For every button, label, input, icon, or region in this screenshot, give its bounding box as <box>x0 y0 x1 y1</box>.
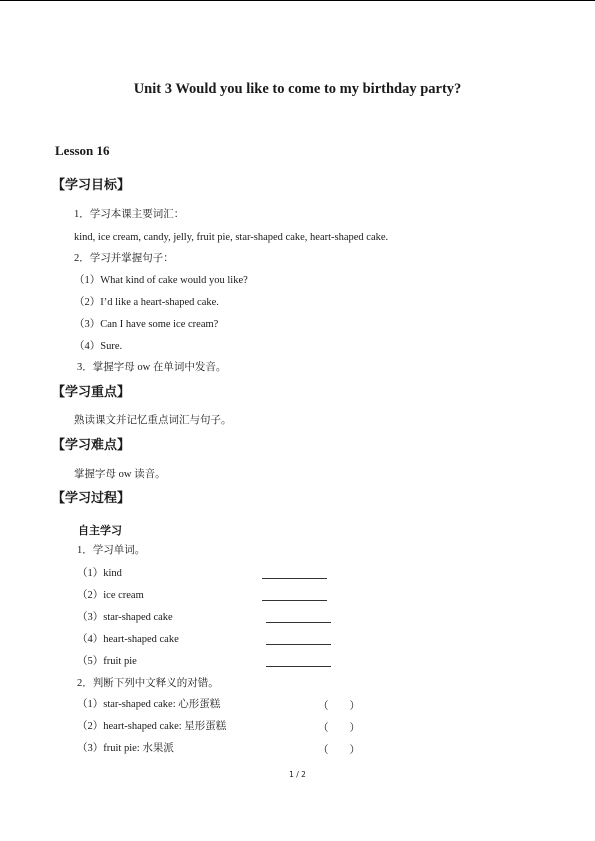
answer-blank-3[interactable] <box>266 622 331 623</box>
answer-paren-2[interactable]: （ ） <box>318 723 360 734</box>
judgment-3: （3）fruit pie: 水果派 <box>77 743 174 754</box>
answer-paren-3[interactable]: （ ） <box>318 745 360 756</box>
task-2: 2．判断下列中文释义的对错。 <box>77 678 219 689</box>
objectives-heading: 【学习目标】 <box>52 178 131 193</box>
vocab-list: kind, ice cream, candy, jelly, fruit pie, star-shaped cake, heart-shaped cake. <box>74 232 389 243</box>
lesson-heading: Lesson 16 <box>55 143 110 158</box>
task-1: 1．学习单词。 <box>77 545 146 556</box>
difficulties-text: 掌握字母 ow 读音。 <box>74 469 166 480</box>
sentence-4: （4）Sure. <box>74 341 123 352</box>
objective-2: 2．学习并掌握句子： <box>74 253 174 264</box>
key-points-text: 熟读课文并记忆重点词汇与句子。 <box>74 415 232 426</box>
objective-3: 3．掌握字母 ow 在单词中发音。 <box>77 362 227 373</box>
word-2: （2）ice cream <box>77 590 144 601</box>
answer-paren-1[interactable]: （ ） <box>318 701 360 712</box>
sentence-2: （2）I’d like a heart-shaped cake. <box>74 297 219 308</box>
word-5: （5）fruit pie <box>77 656 137 667</box>
word-3: （3）star-shaped cake <box>77 612 173 623</box>
self-study-subheading: 自主学习 <box>78 524 122 537</box>
answer-blank-5[interactable] <box>266 666 331 667</box>
sentence-3: （3）Can I have some ice cream? <box>74 319 219 330</box>
sentence-1: （1）What kind of cake would you like? <box>74 275 248 286</box>
document-title: Unit 3 Would you like to come to my birthday party? <box>133 81 462 97</box>
answer-blank-4[interactable] <box>266 644 331 645</box>
word-1: （1）kind <box>77 568 122 579</box>
difficulties-heading: 【学习难点】 <box>52 438 131 453</box>
word-4: （4）heart-shaped cake <box>77 634 179 645</box>
process-heading: 【学习过程】 <box>52 491 131 506</box>
page-number: 1 / 2 <box>289 770 306 779</box>
answer-blank-1[interactable] <box>262 578 327 579</box>
judgment-2: （2）heart-shaped cake: 星形蛋糕 <box>77 721 227 732</box>
judgment-1: （1）star-shaped cake: 心形蛋糕 <box>77 699 221 710</box>
header-rule <box>0 0 595 1</box>
key-points-heading: 【学习重点】 <box>52 385 131 400</box>
answer-blank-2[interactable] <box>262 600 327 601</box>
objective-1: 1．学习本课主要词汇： <box>74 209 185 220</box>
